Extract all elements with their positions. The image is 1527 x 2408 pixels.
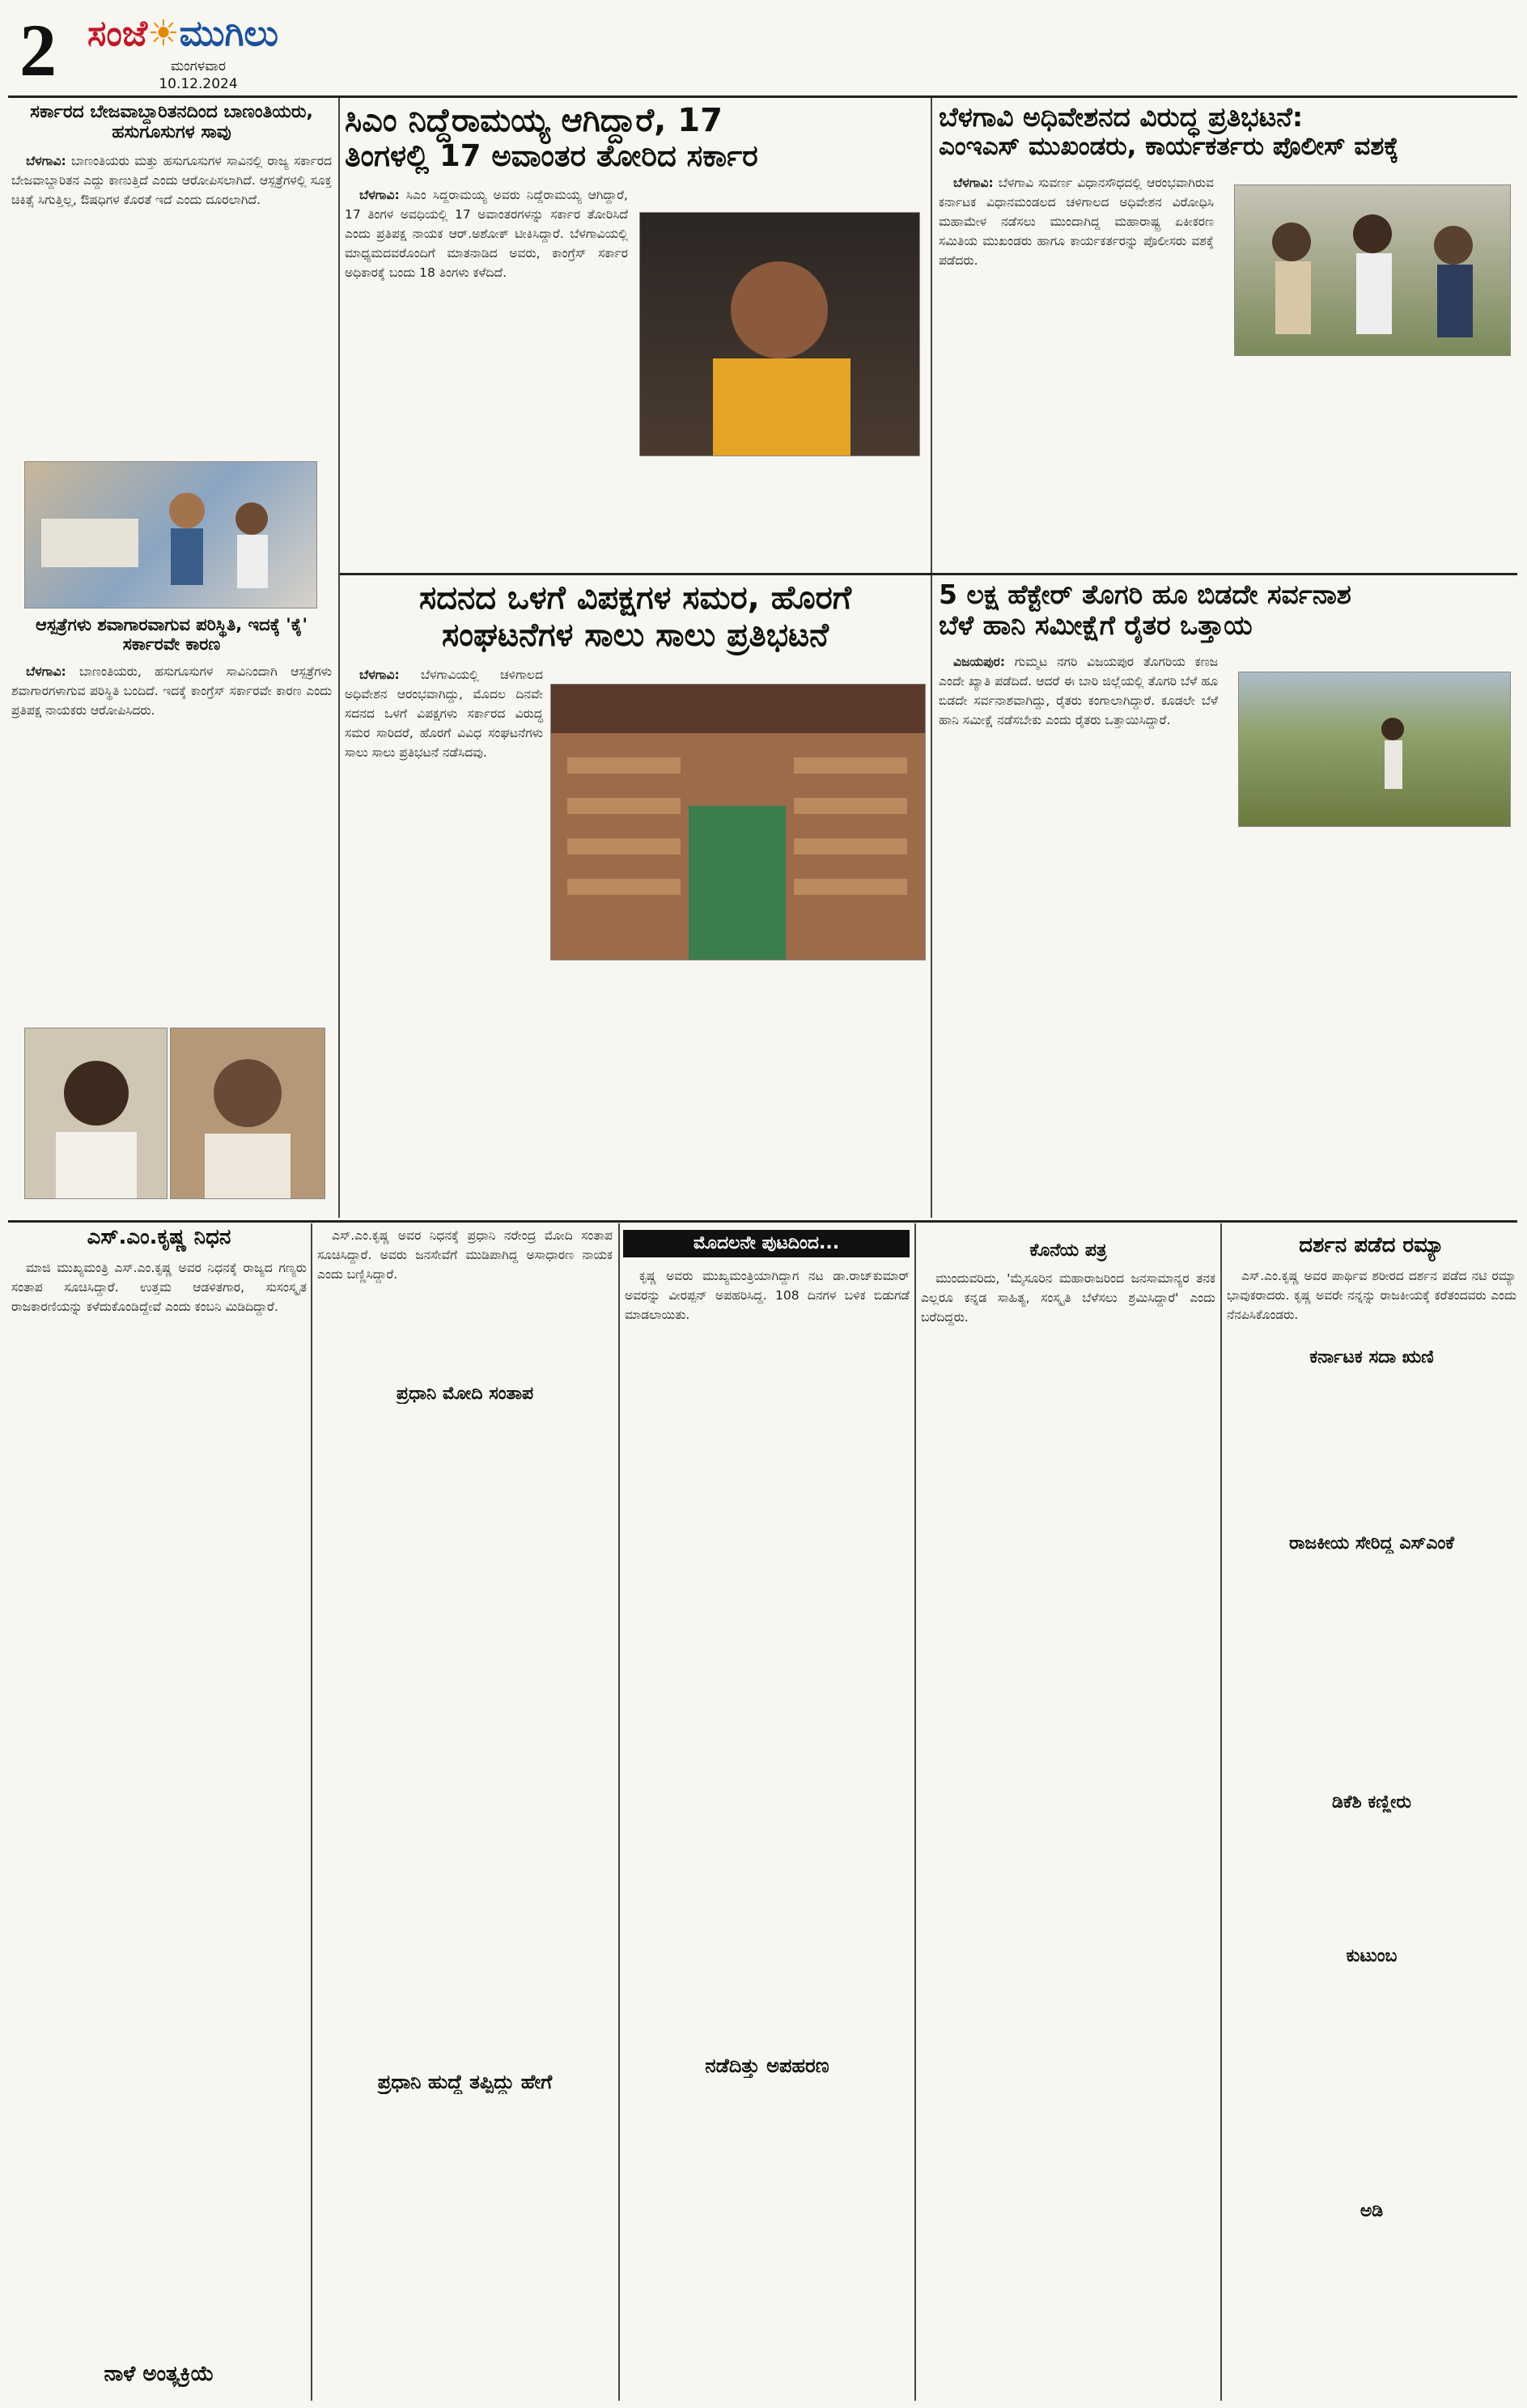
logo-right: ಮುಗಿಲು xyxy=(179,13,279,54)
dateline: ಬೆಳಗಾವಿ: xyxy=(359,668,400,682)
story-headline-line1: ಸದನದ ಒಳಗೆ ವಿಪಕ್ಷಗಳ ಸಮರ, ಹೊರಗೆ xyxy=(418,579,852,617)
dks-tears-subhead: ಡಿಕೆಶಿ ಕಣ್ಣೀರು xyxy=(1332,1792,1411,1812)
logo xyxy=(87,13,278,54)
field-photo xyxy=(1238,672,1511,827)
story-headline-line2: ಬೆಳೆ ಹಾನಿ ಸಮೀಕ್ಷೆಗೆ ರೈತರ ಒತ್ತಾಯ xyxy=(939,608,1253,641)
protest-photo xyxy=(1234,184,1511,356)
dateline: ವಿಜಯಪುರ: xyxy=(953,654,1006,669)
story-body: ಬಾಣಂತಿಯರು ಮತ್ತು ಹಸುಗೂಸುಗಳ ಸಾವಿನಲ್ಲಿ ರಾಜ್ಯ ಸರ್ಕಾರದ ಬೇಜವಾಬ್ದಾರಿತನ ಎದ್ದು ಕಾಣುತ್ತಿದೆ ಎಂದು ಆರೋಪಿಸಲಾಗಿದೆ. ಆಸ್ಪತ್ರೆಗಳಲ್ಲಿ ಸೂಕ್ತ ಚಿಕಿತ್ಸೆ ಸಿಗುತ್ತಿಲ್ಲ, ಔಷಧಿಗಳ ಕೊರತೆ ಇದೆ ಎಂದು ದೂರಲಾಗಿದೆ. xyxy=(11,153,332,207)
sm-krishna-death-headline: ಎಸ್.ಎಂ.ಕೃಷ್ಣ ನಿಧನ xyxy=(87,1226,231,1249)
story-headline-line1: 5 ಲಕ್ಷ ಹೆಕ್ಟೇರ್ ತೊಗರಿ ಹೂ ಬಿಡದೇ ಸರ್ವನಾಶ xyxy=(939,579,1351,610)
bottom-col-1 xyxy=(11,1226,307,2399)
logo-left: ಸಂಜೆ xyxy=(87,13,148,54)
hospital-scene-icon xyxy=(25,462,316,608)
story-headline-line1: ಸಿಎಂ ನಿದ್ದೆರಾಮಯ್ಯ ಆಗಿದ್ದಾರೆ, 17 xyxy=(345,102,723,139)
joined-politics-subhead: ರಾಜಕೀಯ ಸೇರಿದ್ದ ಎಸ್‌ಎಂಕೆ xyxy=(1288,1533,1454,1554)
bottom-col-4 xyxy=(921,1226,1215,2399)
dateline: ಬೆಳಗಾವಿ: xyxy=(26,664,66,680)
crowd-icon xyxy=(1235,185,1510,355)
story-left-top xyxy=(11,102,332,458)
hospital-photo xyxy=(24,461,317,608)
story-body: ಬೆಳಗಾವಿಯಲ್ಲಿ ಚಳಿಗಾಲದ ಅಧಿವೇಶನ ಆರಂಭವಾಗಿದ್ದು, ಮೊದಲ ದಿನವೇ ಸದನದ ಒಳಗೆ ವಿಪಕ್ಷಗಳು ಸರ್ಕಾರದ ವಿರುದ್ಧ ಸಮರ ಸಾರಿದರೆ, ಹೊರಗೆ ವಿವಿಧ ಸಂಘಟನೆಗಳು ಸಾಲು ಸಾಲು ಪ್ರತಿಭಟನೆ ನಡೆಸಿದವು. xyxy=(345,668,543,761)
assembly-hall-icon xyxy=(551,685,925,960)
story-body: ಎಸ್.ಎಂ.ಕೃಷ್ಣ ಅವರ ನಿಧನಕ್ಕೆ ಪ್ರಧಾನಿ ನರೇಂದ್ರ ಮೋದಿ ಸಂತಾಪ ಸೂಚಿಸಿದ್ದಾರೆ. ಅವರು ಜನಸೇವೆಗೆ ಮುಡಿಪಾಗಿದ್ದ ಅಸಾಧಾರಣ ನಾಯಕ ಎಂದು ಬಣ್ಣಿಸಿದ್ದಾರೆ. xyxy=(317,1228,613,1282)
weekday: ಮಂಗಳವಾರ xyxy=(170,58,227,74)
assembly-photo xyxy=(550,684,926,960)
last-letter-subhead: ಕೊನೆಯ ಪತ್ರ xyxy=(1029,1240,1107,1261)
modi-condolence-subhead: ಪ್ರಧಾನಿ ಮೋದಿ ಸಂತಾಪ xyxy=(396,1384,534,1404)
ramya-subhead: ದರ್ಶನ ಪಡೆದ ರಮ್ಯಾ xyxy=(1299,1233,1444,1257)
story-body: ಸಿಎಂ ಸಿದ್ದರಾಮಯ್ಯ ಅವರು ನಿದ್ದೆರಾಮಯ್ಯ ಆಗಿದ್ದಾರೆ, 17 ತಿಂಗಳ ಅವಧಿಯಲ್ಲಿ 17 ಅವಾಂತರಗಳನ್ನು ಸರ್ಕಾರ ತೋರಿಸಿದೆ ಎಂದು ಪ್ರತಿಪಕ್ಷ ನಾಯಕ ಆರ್.ಅಶೋಕ್ ಟೀಕಿಸಿದ್ದಾರೆ. ಬೆಳಗಾವಿಯಲ್ಲಿ ಮಾಧ್ಯಮದವರೊಂದಿಗೆ ಮಾತನಾಡಿದ ಅವರು, ಕಾಂಗ್ರೆಸ್ ಸರ್ಕಾರ ಅಧಿಕಾರಕ್ಕೆ ಬಂದು 18 ತಿಂಗಳು ಕಳೆದಿದೆ. xyxy=(345,187,628,280)
story-headline-line2: ಎಂಇಎಸ್ ಮುಖಂಡರು, ಕಾರ್ಯಕರ್ತರು ಪೊಲೀಸ್ ವಶಕ್ಕೆ xyxy=(939,131,1399,161)
story-body: ಮುಂದುವರಿದು, 'ಮೈಸೂರಿನ ಮಹಾರಾಜರಿಂದ ಜನಸಾಮಾನ್ಯರ ತನಕ ಎಲ್ಲರೂ ಕನ್ನಡ ಸಾಹಿತ್ಯ, ಸಂಸ್ಕೃತಿ ಬೆಳೆಸಲು ಶ್ರಮಿಸಿದ್ದಾರೆ' ಎಂದು ಬರೆದಿದ್ದರು. xyxy=(921,1271,1215,1325)
funeral-headline: ನಾಳೆ ಅಂತ್ಯಕ್ರಿಯೆ xyxy=(104,2363,214,2386)
story-left-mid xyxy=(11,615,332,1020)
sun-icon: ☀ xyxy=(147,13,180,54)
story-headline: ಸರ್ಕಾರದ ಬೇಜವಾಬ್ದಾರಿತನದಿಂದ ಬಾಣಂತಿಯರು, ಹಸುಗೂಸುಗಳ ಸಾವು xyxy=(30,102,313,143)
kidnap-subhead: ನಡೆದಿತ್ತು ಅಪಹರಣ xyxy=(705,2055,829,2077)
story-body: ಮಾಜಿ ಮುಖ್ಯಮಂತ್ರಿ ಎಸ್.ಎಂ.ಕೃಷ್ಣ ಅವರ ನಿಧನಕ್ಕೆ ರಾಜ್ಯದ ಗಣ್ಯರು ಸಂತಾಪ ಸೂಚಿಸಿದ್ದಾರೆ. ಉತ್ತಮ ಆಡಳಿತಗಾರ, ಸುಸಂಸ್ಕೃತ ರಾಜಕಾರಣಿಯನ್ನು ಕಳೆದುಕೊಂಡಿದ್ದೇವೆ ಎಂದು ಕಂಬನಿ ಮಿಡಿದಿದ್ದಾರೆ. xyxy=(11,1260,307,1314)
story-body: ಬಾಣಂತಿಯರು, ಹಸುಗೂಸುಗಳ ಸಾವಿನಿಂದಾಗಿ ಆಸ್ಪತ್ರೆಗಳು ಶವಾಗಾರಗಳಾಗುವ ಪರಿಸ್ಥಿತಿ ಬಂದಿದೆ. ಇದಕ್ಕೆ ಕಾಂಗ್ರೆಸ್ ಸರ್ಕಾರವೇ ಕಾರಣ ಎಂದು ಪ್ರತಿಪಕ್ಷ ನಾಯಕರು ಆರೋಪಿಸಿದರು. xyxy=(11,664,332,719)
ashok-photo xyxy=(639,212,920,456)
story-headline-line1: ಬೆಳಗಾವಿ ಅಧಿವೇಶನದ ವಿರುದ್ಧ ಪ್ರತಿಭಟನೆ: xyxy=(939,102,1304,133)
farmer-icon xyxy=(1239,672,1510,826)
story-body: ಎಸ್.ಎಂ.ಕೃಷ್ಣ ಅವರ ಪಾರ್ಥಿವ ಶರೀರದ ದರ್ಶನ ಪಡೆದ ನಟಿ ರಮ್ಯಾ ಭಾವುಕರಾದರು. ಕೃಷ್ಣ ಅವರೇ ನನ್ನನ್ನು ರಾಜಕೀಯಕ್ಕೆ ಕರೆತಂದವರು ಎಂದು ನೆನಪಿಸಿಕೊಂಡರು. xyxy=(1227,1268,1516,1322)
masthead xyxy=(16,8,332,97)
date: 10.12.2024 xyxy=(159,76,238,92)
story-headline-line2: ತಿಂಗಳಲ್ಲಿ 17 ಅವಾಂತರ ತೋರಿದ ಸರ್ಕಾರ xyxy=(345,138,758,173)
family-subhead: ಕುಟುಂಬ xyxy=(1346,1946,1398,1966)
dateline: ಬೆಳಗಾವಿ: xyxy=(953,175,994,190)
karnataka-grateful-subhead: ಕರ್ನಾಟಕ ಸದಾ ಋಣಿ xyxy=(1309,1347,1434,1367)
story-headline: ಆಸ್ಪತ್ರೆಗಳು ಶವಾಗಾರವಾಗುವ ಪರಿಸ್ಥಿತಿ, ಇದಕ್ಕೆ 'ಕೈ' ಸರ್ಕಾರವೇ ಕಾರಣ xyxy=(36,615,308,655)
story-body: ಬೆಳಗಾವಿ ಸುವರ್ಣ ವಿಧಾನಸೌಧದಲ್ಲಿ ಆರಂಭವಾಗಿರುವ ಕರ್ನಾಟಕ ವಿಧಾನಮಂಡಲದ ಚಳಿಗಾಲದ ಅಧಿವೇಶನ ವಿರೋಧಿಸಿ ಮಹಾಮೇಳ ನಡೆಸಲು ಮುಂದಾಗಿದ್ದ ಮಹಾರಾಷ್ಟ್ರ ಏಕೀಕರಣ ಸಮಿತಿಯ ಮುಖಂಡರು ಹಾಗೂ ಕಾರ್ಯಕರ್ತರನ್ನು ಪೊಲೀಸರು ವಶಕ್ಕೆ ಪಡೆದರು. xyxy=(939,175,1214,268)
story-headline-line2: ಸಂಘಟನೆಗಳ ಸಾಲು ಸಾಲು ಪ್ರತಿಭಟನೆ xyxy=(442,617,829,654)
dateline: ಬೆಳಗಾವಿ: xyxy=(26,153,66,168)
story-body: ಕೃಷ್ಣ ಅವರು ಮುಖ್ಯಮಂತ್ರಿಯಾಗಿದ್ದಾಗ ನಟ ಡಾ.ರಾಜ್‌ಕುಮಾರ್ ಅವರನ್ನು ವೀರಪ್ಪನ್ ಅಪಹರಿಸಿದ್ದ. 108 ದಿನಗಳ ಬಳಿಕ ಬಿಡುಗಡೆ ಮಾಡಲಾಯಿತು. xyxy=(625,1269,910,1323)
person-icon xyxy=(640,213,919,456)
portrait-photo-2 xyxy=(170,1028,325,1199)
bottom-col-3 xyxy=(625,1266,910,2399)
pm-post-missed-subhead: ಪ್ರಧಾನಿ ಹುದ್ದೆ ತಪ್ಪಿದ್ದು ಹೇಗೆ xyxy=(377,2071,553,2093)
page-number: 2 xyxy=(19,13,57,87)
adi-subhead: ಅಡಿ xyxy=(1359,2201,1384,2221)
continued-banner: ಮೊದಲನೇ ಪುಟದಿಂದ... xyxy=(623,1230,910,1257)
portrait-photo-1 xyxy=(24,1028,168,1199)
person-icon xyxy=(25,1028,167,1198)
dateline: ಬೆಳಗಾವಿ: xyxy=(359,187,400,202)
story-body: ಗುಮ್ಮಟ ನಗರಿ ವಿಜಯಪುರ ತೊಗರಿಯ ಕಣಜ ಎಂದೇ ಖ್ಯಾತಿ ಪಡೆದಿದೆ. ಆದರೆ ಈ ಬಾರಿ ಜಿಲ್ಲೆಯಲ್ಲಿ ತೊಗರಿ ಬೆಳೆ ಹೂ ಬಿಡದೇ ಸರ್ವನಾಶವಾಗಿದ್ದು, ರೈತರು ಕಂಗಾಲಾಗಿದ್ದಾರೆ. ಕೂಡಲೇ ಬೆಳೆ ಹಾನಿ ಸಮೀಕ್ಷೆ ನಡೆಸಬೇಕು ಎಂದು ರೈತರು ಒತ್ತಾಯಿಸಿದ್ದಾರೆ. xyxy=(939,654,1218,727)
person-icon xyxy=(171,1028,324,1198)
